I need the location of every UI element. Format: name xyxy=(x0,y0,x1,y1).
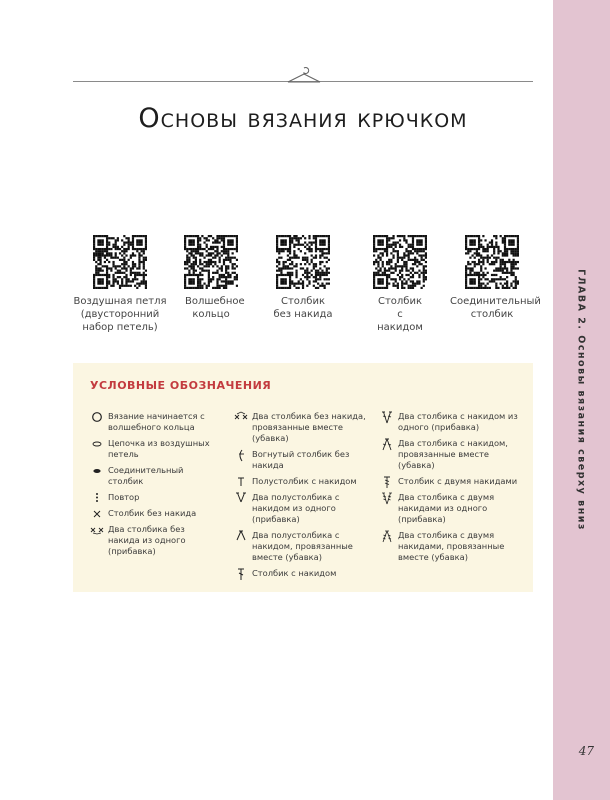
legend-column-3 xyxy=(380,411,520,568)
legend-item: Соединительный столбик xyxy=(90,465,215,487)
qr-code-icon[interactable] xyxy=(93,235,147,289)
legend-column-2 xyxy=(234,411,370,584)
legend-panel xyxy=(73,363,533,592)
legend-item: Два столбика с двумя накидами из одного (прибавка) xyxy=(380,492,520,525)
legend-item: Вогнутый столбик без накида xyxy=(234,449,370,471)
legend-item: Столбик с накидом xyxy=(234,568,370,579)
tr-increase-symbol-icon xyxy=(380,492,394,509)
dc-decrease-symbol-icon xyxy=(380,438,394,455)
curved-sc-symbol-icon xyxy=(234,449,248,466)
hanger-icon xyxy=(284,65,324,85)
sc-decrease-symbol-icon xyxy=(234,411,248,426)
legend-column-1 xyxy=(90,411,215,562)
legend-item: Два полустолбика с накидом из одного (прибавка) xyxy=(234,492,370,525)
legend-item: Вязание начинается с волшебного кольца xyxy=(90,411,215,433)
single-crochet-symbol-icon xyxy=(90,508,104,523)
sc-increase-symbol-icon xyxy=(90,524,104,539)
qr-code-icon[interactable] xyxy=(373,235,427,289)
legend-item: Два столбика с двумя накидами, провязанные вместе (убавка) xyxy=(380,530,520,563)
qr-item-slip-stitch[interactable] xyxy=(442,235,542,321)
legend-item: Повтор xyxy=(90,492,215,503)
qr-code-icon[interactable] xyxy=(276,235,330,289)
qr-item-double-crochet[interactable] xyxy=(350,235,450,334)
qr-code-icon[interactable] xyxy=(465,235,519,289)
legend-item: Два столбика без накида, провязанные вместе (убавка) xyxy=(234,411,370,444)
half-dc-symbol-icon xyxy=(234,476,248,491)
qr-label: Соединительный столбик xyxy=(450,296,541,320)
legend-item: Два столбика с накидом из одного (прибавка) xyxy=(380,411,520,433)
qr-label: Волшебное кольцо xyxy=(185,296,245,320)
tr-decrease-symbol-icon xyxy=(380,530,394,547)
dc-increase-symbol-icon xyxy=(380,411,394,428)
hdc-increase-symbol-icon xyxy=(234,492,248,507)
qr-item-single-crochet[interactable] xyxy=(253,235,353,321)
qr-label: Воздушная петля (двусторонний набор петель) xyxy=(73,296,167,333)
page-number: 47 xyxy=(578,744,594,758)
legend-title: УСЛОВНЫЕ ОБОЗНАЧЕНИЯ xyxy=(90,379,272,392)
qr-code-icon[interactable] xyxy=(184,235,238,289)
chain-stitch-symbol-icon xyxy=(90,438,104,453)
legend-item: Два столбика без накида из одного (прибавка) xyxy=(90,524,215,557)
qr-label: Столбик с накидом xyxy=(377,296,423,333)
legend-item: Полустолбик с накидом xyxy=(234,476,370,487)
qr-label: Столбик без накида xyxy=(273,296,333,320)
legend-item: Цепочка из воздушных петель xyxy=(90,438,215,460)
legend-item: Два полустолбика с накидом, провязанные вместе (убавка) xyxy=(234,530,370,563)
qr-item-chain[interactable] xyxy=(70,235,170,334)
treble-crochet-symbol-icon xyxy=(380,476,394,493)
slip-stitch-symbol-icon xyxy=(90,465,104,480)
double-crochet-symbol-icon xyxy=(234,568,248,585)
repeat-symbol-icon xyxy=(90,492,104,507)
legend-item: Столбик без накида xyxy=(90,508,215,519)
magic-ring-symbol-icon xyxy=(90,411,104,426)
chapter-label: ГЛАВА 2. Основы вязания сверху вниз xyxy=(575,269,587,531)
hdc-decrease-symbol-icon xyxy=(234,530,248,545)
page-title: Основы вязания крючком xyxy=(138,103,468,134)
legend-item: Два столбика с накидом, провязанные вместе (убавка) xyxy=(380,438,520,471)
qr-item-magic-ring[interactable] xyxy=(161,235,261,321)
legend-item: Столбик с двумя накидами xyxy=(380,476,520,487)
